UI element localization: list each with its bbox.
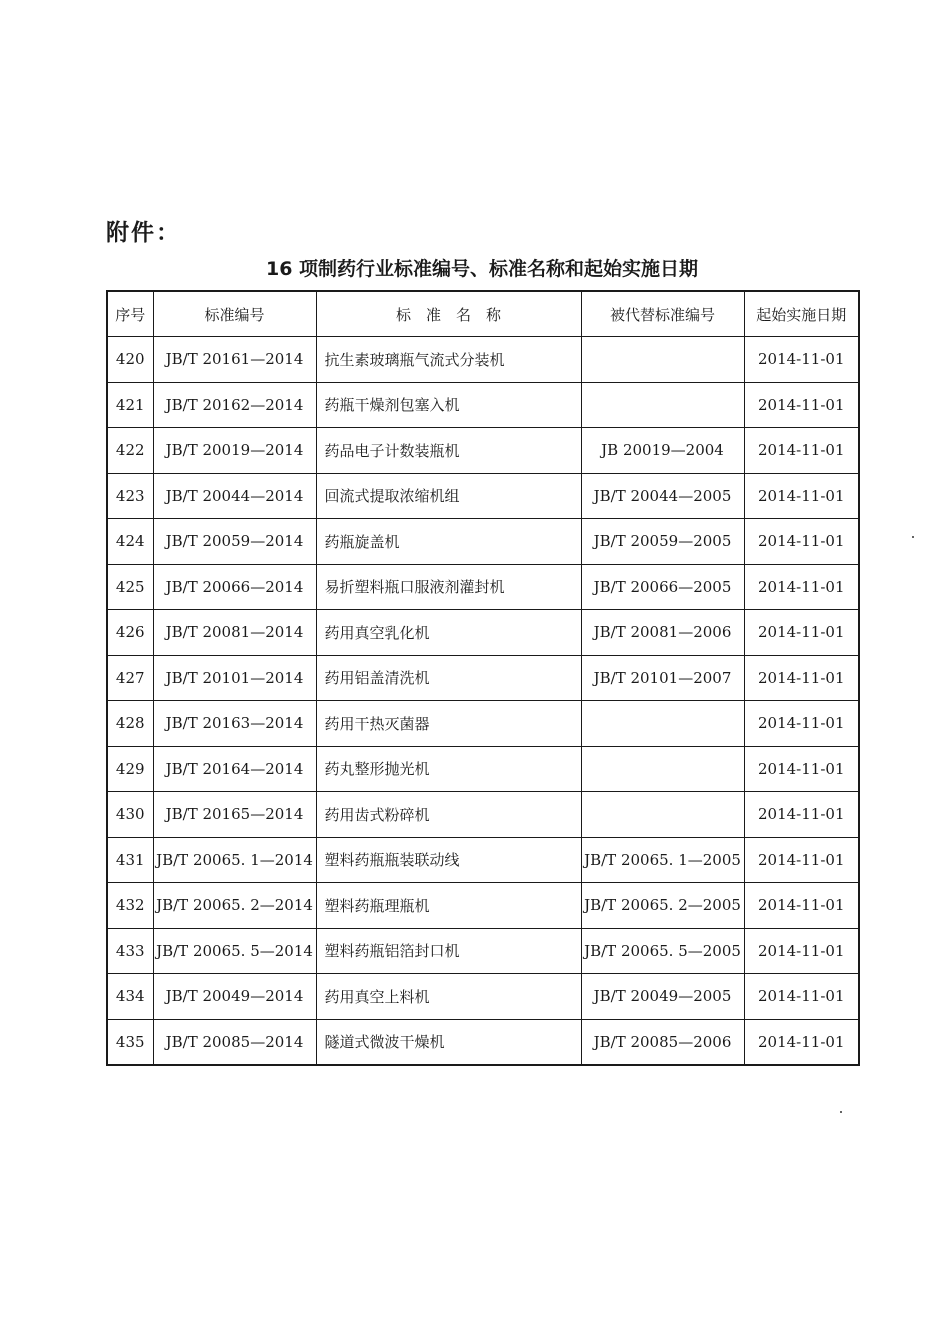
cell-seq: 432 (107, 883, 153, 929)
header-start-date: 起始实施日期 (744, 291, 859, 337)
cell-seq: 420 (107, 337, 153, 383)
cell-standard-number: JB/T 20019—2014 (153, 428, 316, 474)
table-row (107, 428, 859, 474)
cell-start-date: 2014-11-01 (744, 473, 859, 519)
cell-replaced-number: JB/T 20065. 2—2005 (581, 883, 744, 929)
cell-replaced-number: JB/T 20085—2006 (581, 1019, 744, 1065)
cell-seq: 429 (107, 746, 153, 792)
cell-replaced-number: JB/T 20044—2005 (581, 473, 744, 519)
cell-seq: 421 (107, 382, 153, 428)
attachment-label: 附件： (106, 220, 181, 246)
cell-standard-name: 药品电子计数装瓶机 (316, 428, 581, 474)
cell-standard-number: JB/T 20065. 1—2014 (153, 837, 316, 883)
cell-seq: 428 (107, 701, 153, 747)
cell-replaced-number: JB/T 20065. 5—2005 (581, 928, 744, 974)
table-row (107, 1019, 859, 1065)
cell-standard-name: 易折塑料瓶口服液剂灌封机 (316, 564, 581, 610)
cell-standard-name: 塑料药瓶瓶装联动线 (316, 837, 581, 883)
table-row (107, 564, 859, 610)
cell-replaced-number: JB/T 20101—2007 (581, 655, 744, 701)
cell-standard-name: 药瓶干燥剂包塞入机 (316, 382, 581, 428)
cell-replaced-number (581, 701, 744, 747)
cell-standard-number: JB/T 20065. 5—2014 (153, 928, 316, 974)
cell-replaced-number: JB/T 20049—2005 (581, 974, 744, 1020)
cell-replaced-number: JB/T 20081—2006 (581, 610, 744, 656)
scan-mark (912, 536, 914, 538)
cell-seq: 433 (107, 928, 153, 974)
cell-standard-number: JB/T 20162—2014 (153, 382, 316, 428)
cell-replaced-number (581, 746, 744, 792)
table-row (107, 655, 859, 701)
cell-start-date: 2014-11-01 (744, 792, 859, 838)
cell-standard-number: JB/T 20163—2014 (153, 701, 316, 747)
cell-start-date: 2014-11-01 (744, 382, 859, 428)
cell-standard-name: 回流式提取浓缩机组 (316, 473, 581, 519)
cell-replaced-number (581, 337, 744, 383)
cell-start-date: 2014-11-01 (744, 883, 859, 929)
cell-start-date: 2014-11-01 (744, 837, 859, 883)
cell-seq: 430 (107, 792, 153, 838)
cell-standard-name: 塑料药瓶理瓶机 (316, 883, 581, 929)
scan-mark (840, 1111, 842, 1113)
table-header-row (107, 291, 859, 337)
cell-replaced-number: JB 20019—2004 (581, 428, 744, 474)
cell-start-date: 2014-11-01 (744, 928, 859, 974)
cell-seq: 422 (107, 428, 153, 474)
cell-seq: 426 (107, 610, 153, 656)
cell-start-date: 2014-11-01 (744, 610, 859, 656)
cell-standard-number: JB/T 20049—2014 (153, 974, 316, 1020)
table-row (107, 337, 859, 383)
cell-standard-name: 药用齿式粉碎机 (316, 792, 581, 838)
table-row (107, 883, 859, 929)
cell-standard-number: JB/T 20066—2014 (153, 564, 316, 610)
table-body (107, 337, 859, 1066)
cell-seq: 434 (107, 974, 153, 1020)
table-row (107, 473, 859, 519)
table-row (107, 610, 859, 656)
header-replaced-number: 被代替标准编号 (581, 291, 744, 337)
cell-replaced-number: JB/T 20059—2005 (581, 519, 744, 565)
cell-start-date: 2014-11-01 (744, 337, 859, 383)
cell-standard-number: JB/T 20165—2014 (153, 792, 316, 838)
standards-table (106, 290, 860, 1066)
cell-start-date: 2014-11-01 (744, 564, 859, 610)
cell-standard-name: 药丸整形抛光机 (316, 746, 581, 792)
cell-standard-number: JB/T 20161—2014 (153, 337, 316, 383)
cell-standard-number: JB/T 20081—2014 (153, 610, 316, 656)
table-row (107, 928, 859, 974)
cell-standard-name: 塑料药瓶铝箔封口机 (316, 928, 581, 974)
cell-standard-name: 药瓶旋盖机 (316, 519, 581, 565)
header-standard-number: 标准编号 (153, 291, 316, 337)
table-row (107, 519, 859, 565)
header-standard-name: 标 准 名 称 (316, 291, 581, 337)
cell-replaced-number: JB/T 20065. 1—2005 (581, 837, 744, 883)
cell-start-date: 2014-11-01 (744, 519, 859, 565)
cell-start-date: 2014-11-01 (744, 428, 859, 474)
table-row (107, 974, 859, 1020)
cell-seq: 427 (107, 655, 153, 701)
cell-standard-name: 药用真空上料机 (316, 974, 581, 1020)
cell-seq: 424 (107, 519, 153, 565)
cell-standard-name: 隧道式微波干燥机 (316, 1019, 581, 1065)
cell-standard-number: JB/T 20101—2014 (153, 655, 316, 701)
cell-standard-number: JB/T 20065. 2—2014 (153, 883, 316, 929)
table-row (107, 837, 859, 883)
cell-standard-number: JB/T 20085—2014 (153, 1019, 316, 1065)
cell-standard-number: JB/T 20044—2014 (153, 473, 316, 519)
cell-seq: 431 (107, 837, 153, 883)
cell-standard-number: JB/T 20164—2014 (153, 746, 316, 792)
table-row (107, 382, 859, 428)
header-seq: 序号 (107, 291, 153, 337)
cell-seq: 425 (107, 564, 153, 610)
cell-seq: 423 (107, 473, 153, 519)
cell-standard-name: 药用干热灭菌器 (316, 701, 581, 747)
cell-standard-name: 药用真空乳化机 (316, 610, 581, 656)
cell-start-date: 2014-11-01 (744, 746, 859, 792)
cell-start-date: 2014-11-01 (744, 655, 859, 701)
cell-start-date: 2014-11-01 (744, 701, 859, 747)
cell-standard-name: 抗生素玻璃瓶气流式分装机 (316, 337, 581, 383)
table-row (107, 792, 859, 838)
table-row (107, 746, 859, 792)
cell-replaced-number: JB/T 20066—2005 (581, 564, 744, 610)
document-title: 16 项制药行业标准编号、标准名称和起始实施日期 (265, 258, 699, 280)
cell-start-date: 2014-11-01 (744, 974, 859, 1020)
cell-standard-name: 药用铝盖清洗机 (316, 655, 581, 701)
cell-seq: 435 (107, 1019, 153, 1065)
cell-start-date: 2014-11-01 (744, 1019, 859, 1065)
cell-standard-number: JB/T 20059—2014 (153, 519, 316, 565)
table-row (107, 701, 859, 747)
cell-replaced-number (581, 382, 744, 428)
cell-replaced-number (581, 792, 744, 838)
